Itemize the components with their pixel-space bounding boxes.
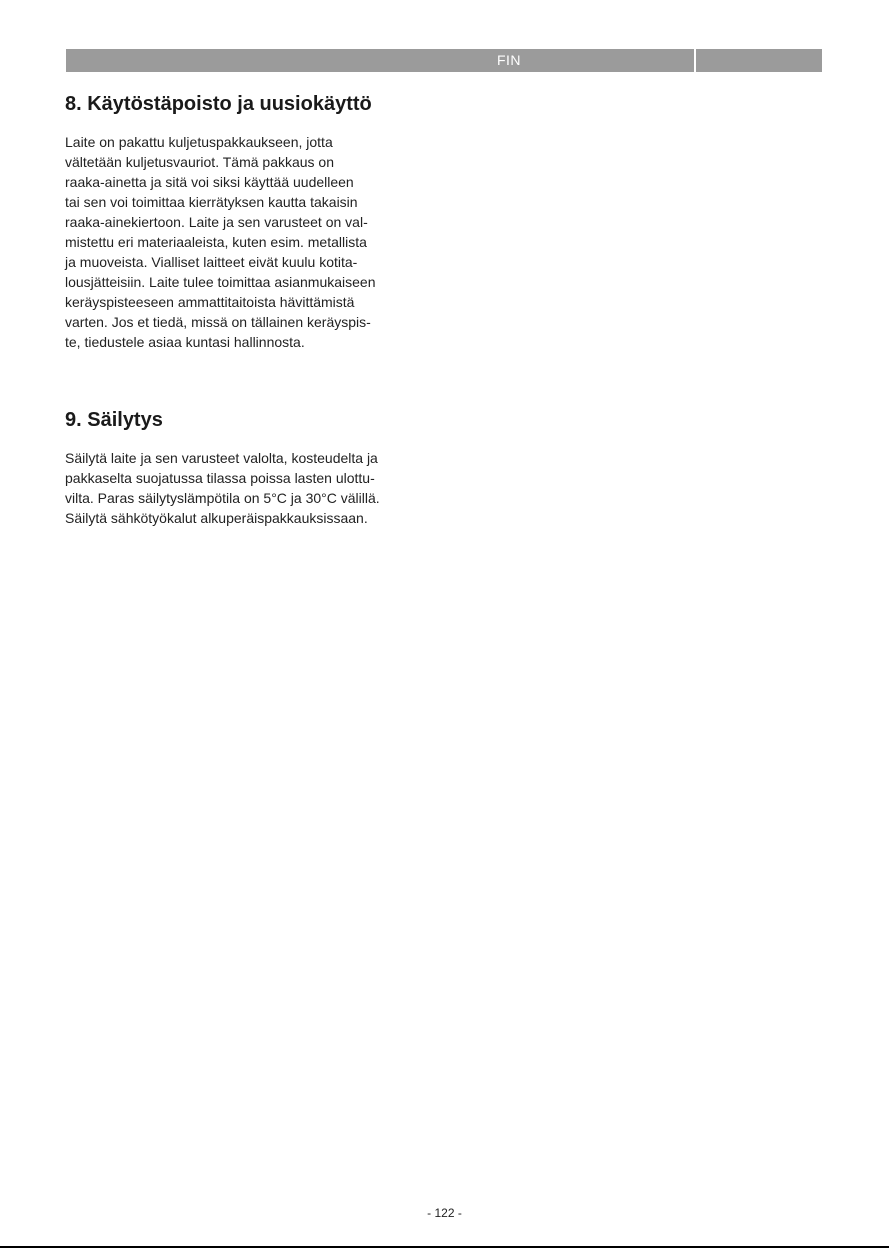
language-label: FIN — [496, 52, 522, 68]
paragraph-line: tai sen voi toimittaa kierrätyksen kautta takaisin — [65, 194, 358, 210]
section-body-disposal — [65, 132, 445, 352]
section-storage — [65, 406, 445, 528]
paragraph-line: keräyspisteeseen ammattitaitoista hävittämistä — [65, 294, 355, 310]
section-title-disposal: 8. Käytöstäpoisto ja uusiokäyttö — [65, 93, 372, 115]
paragraph-line: raaka-ainetta ja sitä voi siksi käyttää uudelleen — [65, 174, 354, 190]
paragraph-line: Säilytä laite ja sen varusteet valolta, kosteudelta ja — [65, 450, 378, 466]
paragraph-line: varten. Jos et tiedä, missä on tällainen keräyspis- — [65, 314, 371, 330]
paragraph-line: mistettu eri materiaaleista, kuten esim. metallista — [65, 234, 367, 250]
paragraph-line: vilta. Paras säilytyslämpötila on 5°C ja 30°C välillä. — [65, 490, 380, 506]
section-title-storage: 9. Säilytys — [65, 409, 163, 431]
section-disposal — [65, 90, 445, 352]
paragraph-line: Laite on pakattu kuljetuspakkaukseen, jotta — [65, 134, 333, 150]
paragraph-line: lousjätteisiin. Laite tulee toimittaa asianmukaiseen — [65, 274, 376, 290]
bottom-rule — [0, 1246, 889, 1248]
paragraph-line: te, tiedustele asiaa kuntasi hallinnosta. — [65, 334, 305, 350]
paragraph-line: Säilytä sähkötyökalut alkuperäispakkauksissaan. — [65, 510, 368, 526]
paragraph-line: raaka-ainekiertoon. Laite ja sen varusteet on val- — [65, 214, 368, 230]
paragraph-line: ja muoveista. Vialliset laitteet eivät kuulu kotita- — [65, 254, 358, 270]
header-divider — [694, 49, 696, 72]
language-header-bar — [66, 49, 822, 72]
page-number: - 122 - — [427, 1206, 462, 1220]
paragraph-line: vältetään kuljetusvauriot. Tämä pakkaus on — [65, 154, 335, 170]
paragraph-line: pakkaselta suojatussa tilassa poissa lasten ulottu- — [65, 470, 375, 486]
section-body-storage — [65, 448, 445, 528]
